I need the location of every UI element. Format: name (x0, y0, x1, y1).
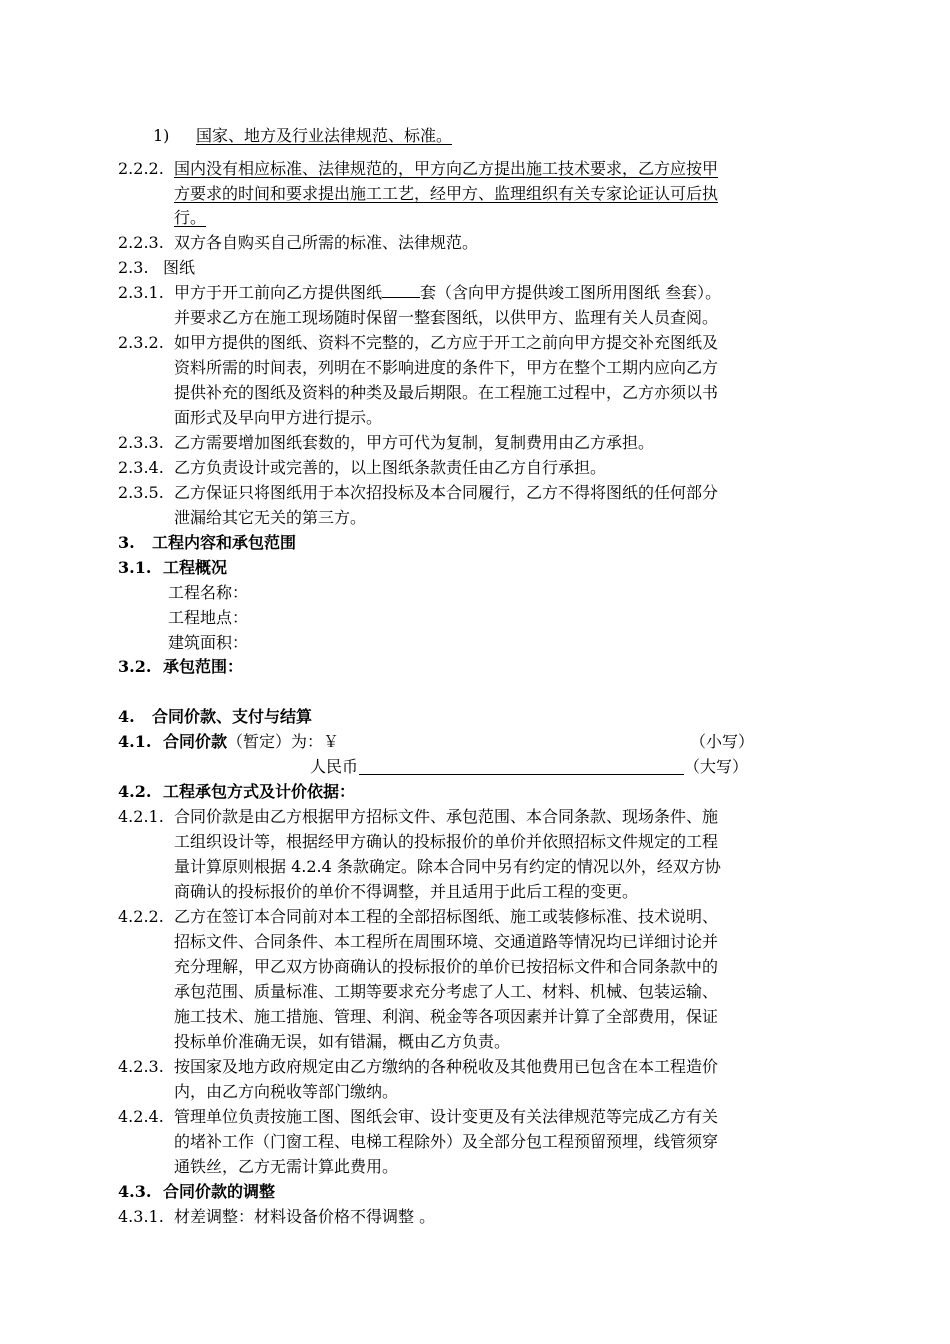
section-title: 工程概况 (163, 558, 228, 577)
section-title: 合同价款、支付与结算 (152, 707, 313, 726)
clause-number: 2.2.2. (118, 159, 164, 178)
fill-blank (382, 280, 420, 298)
clause-number: 2.3.5. (118, 483, 164, 502)
section-number: 4.2. (118, 782, 152, 801)
clause-text-b: 套（含向甲方提供竣工图所用图纸 叁套）。 (420, 283, 722, 302)
clause-number: 2.2.3. (118, 233, 164, 252)
clause-text: 面形式及早向甲方进行提示。 (174, 408, 383, 427)
clause-text: 方要求的时间和要求提出施工工艺，经甲方、监理组织有关专家论证认可后执 (174, 184, 719, 203)
section-title: 图纸 (163, 258, 196, 277)
clause-text: 管理单位负责按施工图、图纸会审、设计变更及有关法律规范等完成乙方有关 (174, 1107, 719, 1126)
clause-text: 乙方在签订本合同前对本工程的全部招标图纸、施工或装修标准、技术说明、 (174, 907, 719, 926)
clause-text (174, 280, 721, 305)
clause-text: 工组织设计等，根据经甲方确认的投标报价的单价并依照招标文件规定的工程 (174, 832, 719, 851)
clause-text: 内，由乙方向税收等部门缴纳。 (174, 1082, 399, 1101)
clause-text: 乙方保证只将图纸用于本次招投标及本合同履行，乙方不得将图纸的任何部分 (174, 483, 719, 502)
clause-number: 2.3.4. (118, 458, 164, 477)
clause-text: 提供补充的图纸及资料的种类及最后期限。在工程施工过程中，乙方亦须以书 (174, 383, 719, 402)
clause-text: 如甲方提供的图纸、资料不完整的，乙方应于开工之前向甲方提交补充图纸及 (174, 333, 719, 352)
amount-lowercase-label: （小写） (690, 732, 755, 751)
item-number: 1) (153, 126, 170, 145)
clause-text: 双方各自购买自己所需的标准、法律规范。 (174, 233, 479, 252)
clause-text: 充分理解，甲乙双方协商确认的投标报价的单价已按招标文件和合同条款中的 (174, 957, 719, 976)
clause-text: 按国家及地方政府规定由乙方缴纳的各种税收及其他费用已包含在本工程造价 (174, 1057, 719, 1076)
amount-uppercase-label: （大写） (684, 757, 749, 776)
clause-text: 资料所需的时间表，列明在不影响进度的条件下，甲方在整个工期内应向乙方 (174, 358, 719, 377)
clause-number: 4.2.1. (118, 807, 164, 826)
section-number: 2.3. (118, 258, 149, 277)
clause-text: 材差调整：材料设备价格不得调整 。 (174, 1207, 436, 1226)
clause-text: 乙方需要增加图纸套数的，甲方可代为复制，复制费用由乙方承担。 (174, 433, 655, 452)
clause-text: 通铁丝，乙方无需计算此费用。 (174, 1157, 399, 1176)
clause-text: 合同价款是由乙方根据甲方招标文件、承包范围、本合同条款、现场条件、施 (174, 807, 719, 826)
field-label: 工程名称： (168, 583, 249, 602)
clause-number: 4.2.4. (118, 1107, 164, 1126)
field-label: 建筑面积： (168, 633, 249, 652)
section-title: 合同价款的调整 (163, 1182, 276, 1201)
contract-price-text: （暂定）为：￥ (227, 732, 340, 751)
clause-text: 承包范围、质量标准、工期等要求充分考虑了人工、材料、机械、包装运输、 (174, 982, 719, 1001)
clause-text: 并要求乙方在施工现场随时保留一整套图纸，以供甲方、监理有关人员查阅。 (174, 308, 719, 327)
clause-text: 泄漏给其它无关的第三方。 (174, 508, 367, 527)
rmb-label: 人民币 (310, 757, 359, 776)
item-text: 国家、地方及行业法律规范、标准。 (196, 126, 453, 145)
section-number: 4. (118, 707, 135, 726)
section-title: 承包范围： (163, 657, 244, 676)
clause-text: 的堵补工作（门窗工程、电梯工程除外）及全部分包工程预留预埋，线管须穿 (174, 1132, 719, 1151)
clause-text: 国内没有相应标准、法律规范的，甲方向乙方提出施工技术要求，乙方应按甲 (174, 159, 719, 178)
section-title: 工程承包方式及计价依据： (163, 782, 356, 801)
section-number: 3.2. (118, 657, 152, 676)
clause-text: 投标单价准确无误，如有错漏，概由乙方负责。 (174, 1032, 511, 1051)
clause-text: 量计算原则根据 4.2.4 条款确定。除本合同中另有约定的情况以外，经双方协 (174, 857, 721, 876)
clause-number: 4.2.2. (118, 907, 164, 926)
clause-text: 乙方负责设计或完善的，以上图纸条款责任由乙方自行承担。 (174, 458, 607, 477)
section-number: 3. (118, 533, 135, 552)
clause-number: 4.3.1. (118, 1207, 164, 1226)
clause-text: 招标文件、合同条件、本工程所在周围环境、交通道路等情况均已详细讨论并 (174, 932, 719, 951)
section-number: 4.1. (118, 732, 152, 751)
section-title: 工程内容和承包范围 (152, 533, 297, 552)
clause-text: 商确认的投标报价的单价不得调整，并且适用于此后工程的变更。 (174, 882, 639, 901)
clause-text: 行。 (174, 208, 207, 227)
section-number: 4.3. (118, 1182, 152, 1201)
contract-price-line (163, 729, 339, 754)
clause-number: 2.3.3. (118, 433, 164, 452)
amount-uppercase-blank (359, 757, 684, 775)
section-number: 3.1. (118, 558, 152, 577)
clause-number: 4.2.3. (118, 1057, 164, 1076)
clause-number: 2.3.1. (118, 283, 164, 302)
clause-number: 2.3.2. (118, 333, 164, 352)
clause-text-a: 甲方于开工前向乙方提供图纸 (174, 283, 383, 302)
clause-text: 施工技术、施工措施、管理、利润、税金等各项因素并计算了全部费用，保证 (174, 1007, 719, 1026)
contract-price-label: 合同价款 (163, 732, 228, 751)
field-label: 工程地点： (168, 608, 249, 627)
